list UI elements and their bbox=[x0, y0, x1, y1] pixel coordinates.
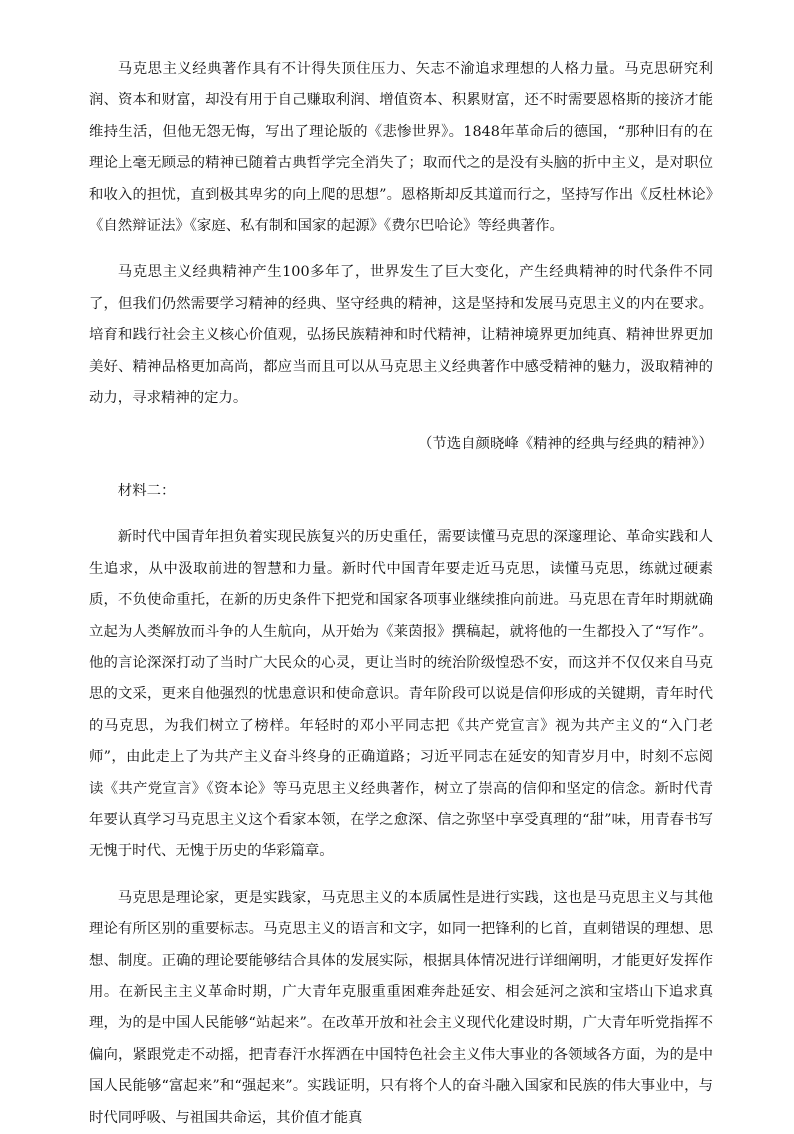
document-page bbox=[89, 54, 713, 1134]
source-citation: （节选自颜晓峰《精神的经典与经典的精神》） bbox=[417, 436, 713, 453]
paragraph-marx-practice: 马克思是理论家，更是实践家，马克思主义的本质属性是进行实践，这也是马克思主义与其他理论有所区别的重要标志。马克思主义的语言和文字，如同一把锋利的匕首，直刺错误的理想、思想、制度。正确的理论要能够结合具体的发展实际，根据具体情况进行详细阐明，才能更好发挥作用。在新民主主义革命时期，广大青年克服重重困难奔赴延安、相会延河之滨和宝塔山下追求真理，为的是中国人民能够“站起来”。在改革开放和社会主义现代化建设时期，广大青年听党指挥不偏向，紧跟党走不动摇，把青春汗水挥洒在中国特色社会主义伟大事业的各领域各方面，为的是中国人民能够“富起来”和“强起来”。实践证明，只有将个人的奋斗融入国家和民族的伟大事业中，与时代同呼吸、与祖国共命运，其价值才能真 bbox=[89, 889, 713, 1126]
paragraph-classic-spirit: 马克思主义经典精神产生100多年了，世界发生了巨大变化，产生经典精神的时代条件不同了，但我们仍然需要学习精神的经典、坚守经典的精神，这是坚持和发展马克思主义的内在要求。培育和践行社会主义核心价值观，弘扬民族精神和时代精神，让精神境界更加纯真、精神世界更加美好、精神品格更加高尚，都应当而且可以从马克思主义经典著作中感受精神的魅力，汲取精神的动力，寻求精神的定力。 bbox=[89, 264, 713, 407]
paragraph-new-era-youth: 新时代中国青年担负着实现民族复兴的历史重任，需要读懂马克思的深邃理论、革命实践和人生追求，从中汲取前进的智慧和力量。新时代中国青年要走近马克思，读懂马克思，练就过硬素质，不负使命重托，在新的历史条件下把党和国家各项事业继续推向前进。马克思在青年时期就确立起为人类解放而斗争的人生航向，从开始为《莱茵报》撰稿起，就将他的一生都投入了“写作”。他的言论深深打动了当时广大民众的心灵，更让当时的统治阶级惶恐不安，而这并不仅仅来自马克思的文采，更来自他强烈的忧患意识和使命意识。青年阶段可以说是信仰形成的关键期，青年时代的马克思，为我们树立了榜样。年轻时的邓小平同志把《共产党宣言》视为共产主义的“入门老师”，由此走上了为共产主义奋斗终身的正确道路；习近平同志在延安的知青岁月中，时刻不忘阅读《共产党宣言》《资本论》等马克思主义经典著作，树立了崇高的信仰和坚定的信念。新时代青年要认真学习马克思主义这个看家本领，在学之愈深、信之弥坚中享受真理的“甜”味，用青春书写无愧于时代、无愧于历史的华彩篇章。 bbox=[89, 529, 713, 860]
material-two-heading: 材料二： bbox=[117, 482, 176, 499]
paragraph-spirit-of-personality: 马克思主义经典著作具有不计得失顶住压力、矢志不渝追求理想的人格力量。马克思研究利润、资本和财富，却没有用于自己赚取利润、增值资本、积累财富，还不时需要恩格斯的接济才能维持生活，但他无怨无悔，写出了理论版的《悲惨世界》。1848年革命后的德国，“那种旧有的在理论上毫无顾忌的精神已随着古典哲学完全消失了；取而代之的是没有头脑的折中主义，是对职位和收入的担忧，直到极其卑劣的向上爬的思想”。恩格斯却反其道而行之，坚持写作出《反杜林论》《自然辩证法》《家庭、私有制和国家的起源》《费尔巴哈论》等经典著作。 bbox=[89, 61, 713, 235]
